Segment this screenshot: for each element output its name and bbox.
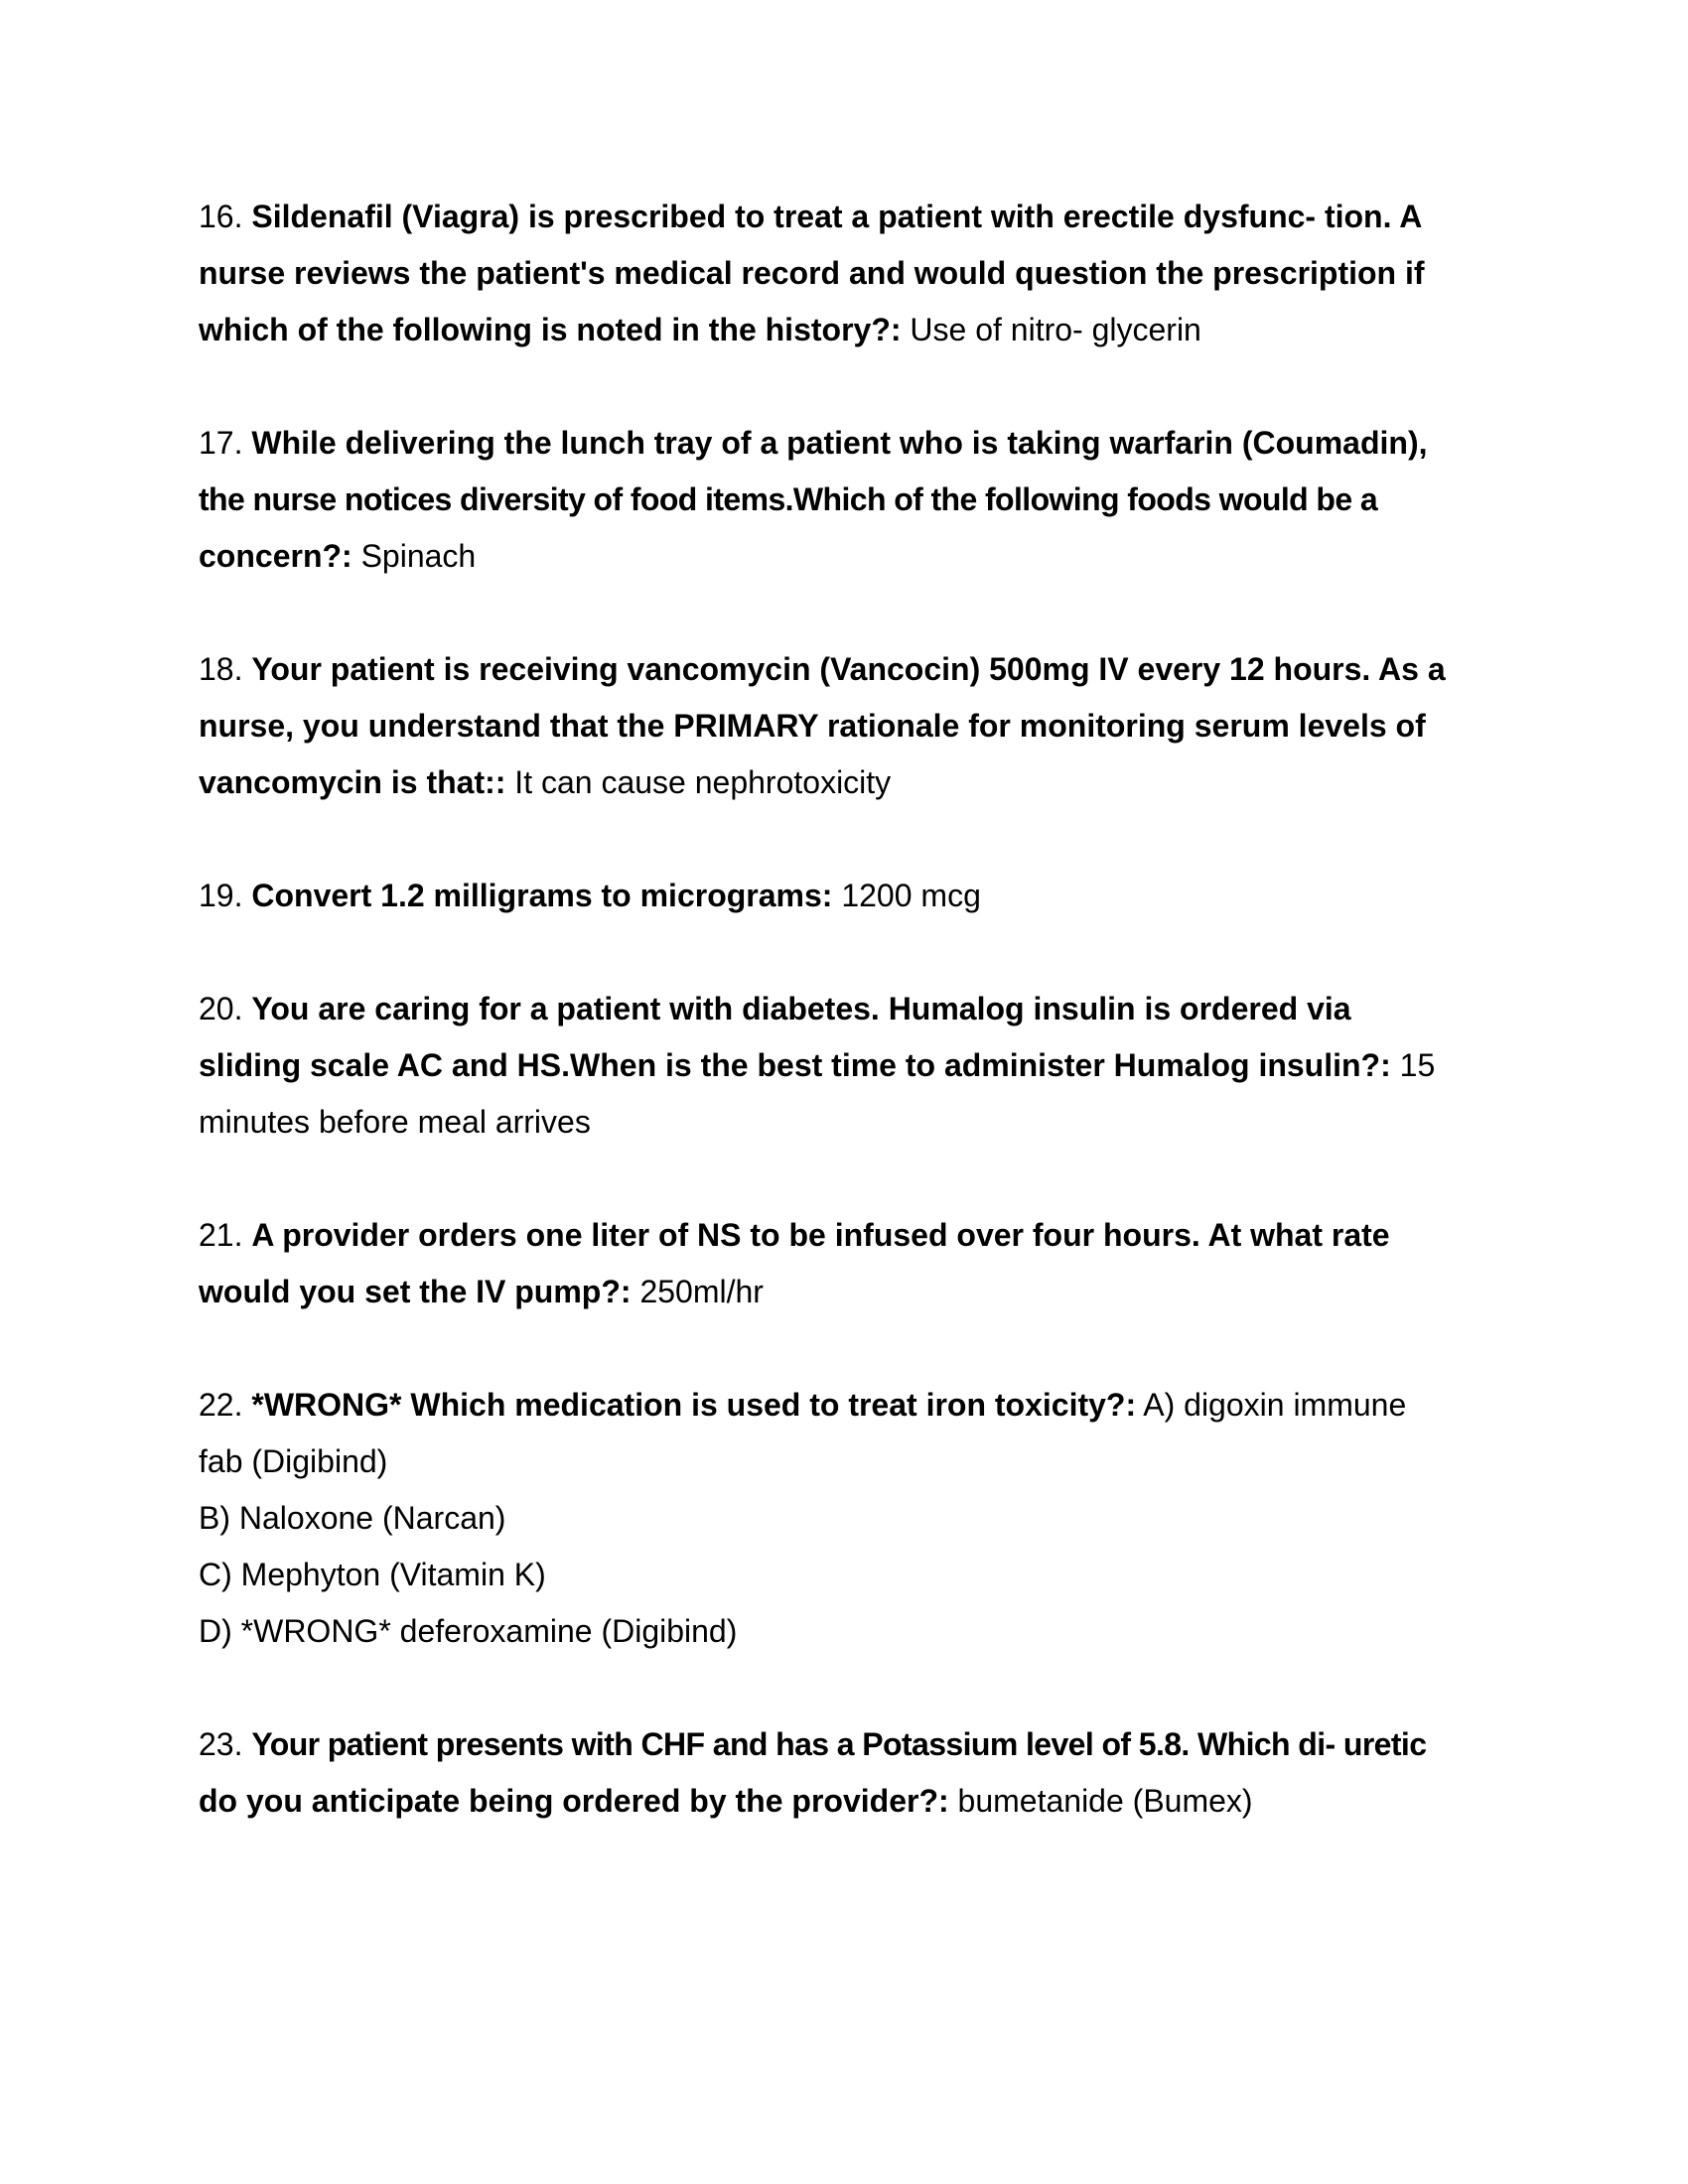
question-text: Your patient presents with CHF and has a Potassium level of 5.8. Which di- uretic [251, 1726, 1427, 1762]
question-22 [199, 1377, 1489, 1660]
question-text: A provider orders one liter of NS to be infused over four hours. At what rate [251, 1217, 1390, 1253]
question-number: 21. [199, 1217, 243, 1253]
question-text: do you anticipate being ordered by the provider?: [199, 1783, 949, 1819]
answer-option-b [199, 1490, 1489, 1547]
question-16 [199, 189, 1489, 358]
question-23 [199, 1716, 1489, 1830]
question-text: sliding scale AC and HS.When is the best time to administer Humalog insulin?: [199, 1047, 1391, 1083]
question-line [199, 754, 1489, 811]
question-text: You are caring for a patient with diabetes. Humalog insulin is ordered via [251, 991, 1351, 1026]
question-line [199, 1716, 1489, 1773]
question-text: nurse, you understand that the PRIMARY rationale for monitoring serum levels of [199, 708, 1426, 744]
question-20 [199, 981, 1489, 1151]
question-line [199, 981, 1489, 1037]
question-text: which of the following is noted in the history?: [199, 312, 902, 347]
question-line [199, 189, 1489, 245]
answer-line [199, 1433, 1489, 1490]
question-number: 19. [199, 878, 243, 913]
question-number: 22. [199, 1387, 243, 1423]
question-17 [199, 415, 1489, 585]
answer-text: A) digoxin immune [1143, 1387, 1407, 1423]
answer-text: 1200 mcg [841, 878, 981, 913]
answer-text: bumetanide (Bumex) [957, 1783, 1253, 1819]
answer-text: 15 [1399, 1047, 1436, 1083]
answer-text: B) Naloxone (Narcan) [199, 1500, 506, 1536]
question-line [199, 868, 1489, 924]
question-number: 17. [199, 425, 243, 461]
answer-option-d [199, 1603, 1489, 1660]
question-line [199, 641, 1489, 698]
question-line [199, 1377, 1489, 1433]
question-number: 20. [199, 991, 243, 1026]
answer-text: fab (Digibind) [199, 1443, 388, 1479]
document-page [199, 189, 1489, 1886]
question-18 [199, 641, 1489, 811]
question-text: would you set the IV pump?: [199, 1274, 632, 1309]
answer-text: 250ml/hr [639, 1274, 764, 1309]
question-text: Convert 1.2 milligrams to micrograms: [251, 878, 833, 913]
question-line [199, 1264, 1489, 1320]
answer-text: C) Mephyton (Vitamin K) [199, 1557, 546, 1592]
question-line [199, 302, 1489, 358]
answer-text: Spinach [360, 538, 477, 574]
question-line [199, 528, 1489, 585]
question-text: *WRONG* Which medication is used to treat iron toxicity?: [251, 1387, 1137, 1423]
question-line [199, 1037, 1489, 1094]
question-line [199, 245, 1489, 302]
question-line [199, 472, 1489, 528]
answer-text: minutes before meal arrives [199, 1104, 591, 1140]
question-number: 16. [199, 199, 243, 234]
question-text: concern?: [199, 538, 352, 574]
question-text: vancomycin is that:: [199, 764, 506, 800]
question-19 [199, 868, 1489, 924]
question-number: 23. [199, 1726, 243, 1762]
answer-text: Use of nitro- glycerin [910, 312, 1201, 347]
answer-text: It can cause nephrotoxicity [514, 764, 892, 800]
question-line [199, 1207, 1489, 1264]
question-text: Your patient is receiving vancomycin (Vancocin) 500mg IV every 12 hours. As a [251, 651, 1446, 687]
answer-text: D) *WRONG* deferoxamine (Digibind) [199, 1613, 738, 1649]
question-line [199, 698, 1489, 754]
question-text: nurse reviews the patient's medical record and would question the prescription if [199, 255, 1425, 291]
question-21 [199, 1207, 1489, 1320]
question-text: the nurse notices diversity of food items.Which of the following foods would be a [199, 481, 1378, 517]
question-text: While delivering the lunch tray of a patient who is taking warfarin (Coumadin), [251, 425, 1428, 461]
answer-line [199, 1094, 1489, 1151]
question-number: 18. [199, 651, 243, 687]
question-text: Sildenafil (Viagra) is prescribed to treat a patient with erectile dysfunc- tion. A [251, 199, 1423, 234]
question-line [199, 1773, 1489, 1830]
question-line [199, 415, 1489, 472]
answer-option-c [199, 1547, 1489, 1603]
